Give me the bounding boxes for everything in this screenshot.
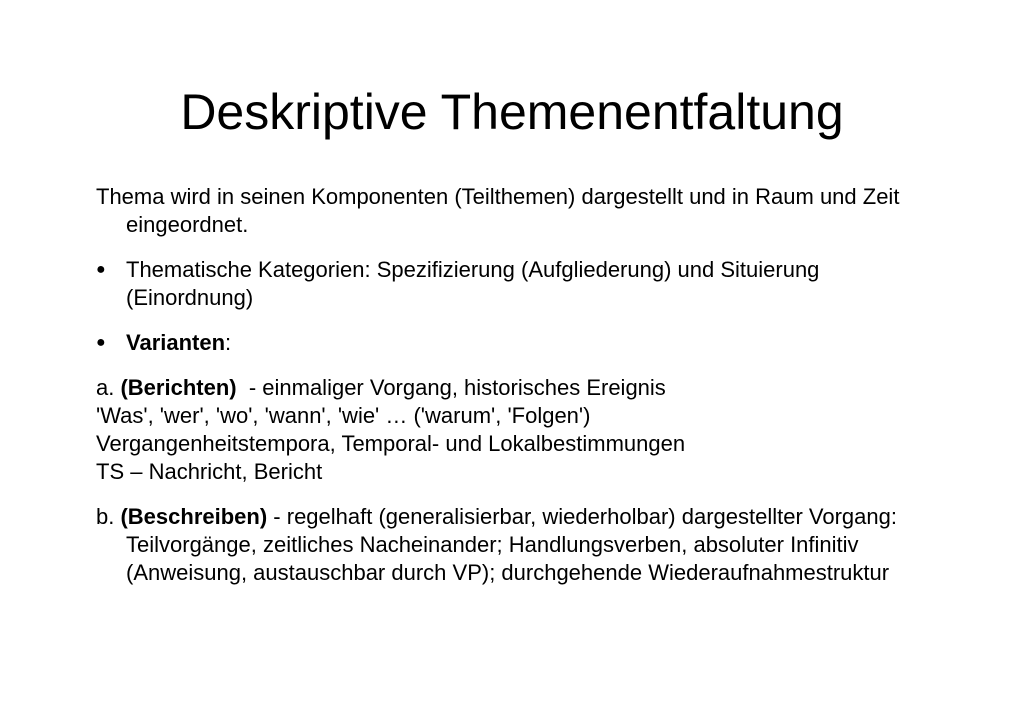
variant-a-questions: 'Was', 'wer', 'wo', 'wann', 'wie' … ('warum', 'Folgen') — [96, 403, 591, 428]
bullet-item-categories — [96, 256, 936, 312]
slide-title: Deskriptive Themenentfaltung — [180, 84, 844, 140]
variant-a-heading: (Berichten) — [120, 375, 237, 400]
intro-paragraph: Thema wird in seinen Komponenten (Teilthemen) dargestellt und in Raum und Zeit eingeordnet. — [96, 184, 900, 237]
bullet-item-variants — [96, 329, 936, 357]
variant-b-prefix: b. — [96, 504, 121, 529]
variant-a-description: - einmaliger Vorgang, historisches Ereignis — [236, 375, 666, 400]
variant-a-tenses: Vergangenheitstempora, Temporal- und Lokalbestimmungen — [96, 431, 686, 456]
slide-body — [96, 183, 936, 587]
bullet-icon: ● — [96, 334, 106, 351]
variant-b-heading: (Beschreiben) — [120, 504, 268, 529]
bullet-item-label: Thematische Kategorien: Spezifizierung (Aufgliederung) und Situierung (Einordnung) — [126, 257, 820, 310]
variants-label: Varianten — [126, 330, 226, 355]
variant-a-prefix: a. — [96, 375, 121, 400]
variant-b — [96, 503, 936, 587]
bullet-icon: ● — [96, 261, 106, 278]
variant-a — [96, 374, 936, 486]
variants-colon: : — [225, 330, 232, 355]
variant-a-text-types: TS – Nachricht, Bericht — [96, 459, 323, 484]
variant-b-description: - regelhaft (generalisierbar, wiederholbar) dargestellter Vorgang: Teilvorgänge, zeitliches Nacheinander; Handlungsverben, absoluter Infinitiv (Anweisung, austauschbar durch VP); durchgehende Wiederaufnahmestruktur — [126, 504, 897, 585]
